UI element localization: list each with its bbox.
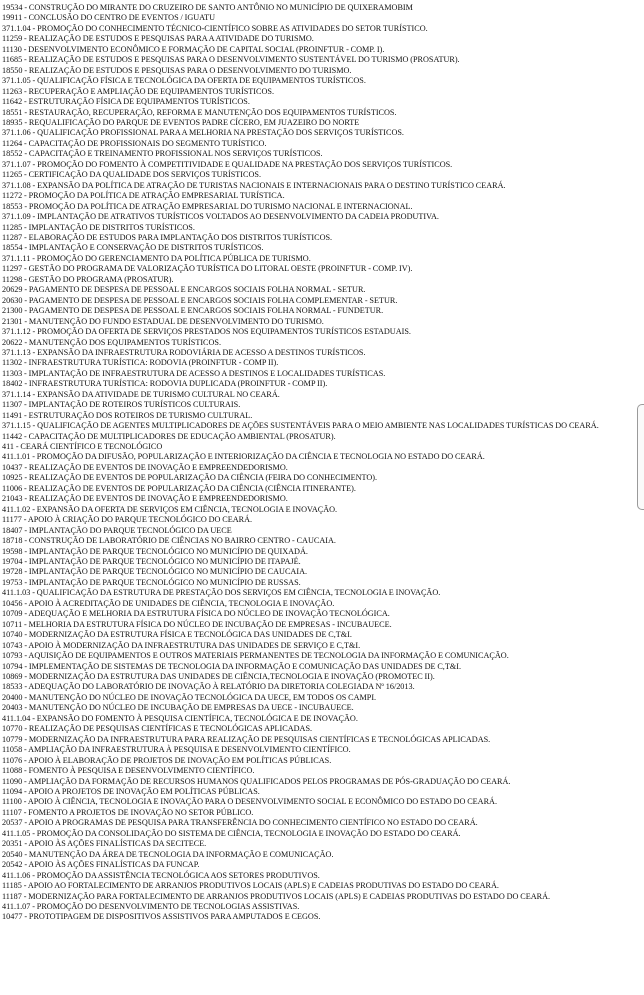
document-line: 11302 - INFRAESTRUTURA TURÍSTICA: RODOVIA (PROINFTUR - COMP II). <box>2 358 279 368</box>
document-line: 10925 - REALIZAÇÃO DE EVENTOS DE POPULARIZAÇÃO DA CIÊNCIA (FEIRA DO CONHECIMENTO). <box>2 473 378 483</box>
document-line: 10477 - PROTOTIPAGEM DE DISPOSITIVOS ASSISTIVOS PARA AMPUTADOS E CEGOS. <box>2 912 321 922</box>
document-line: 11297 - GESTÃO DO PROGRAMA DE VALORIZAÇÃO TURÍSTICA DO LITORAL OESTE (PROINFTUR - COMP. IV). <box>2 264 413 274</box>
document-line: 371.1.05 - QUALIFICAÇÃO FÍSICA E TECNOLÓGICA DA OFERTA DE EQUIPAMENTOS TURÍSTICOS. <box>2 76 366 86</box>
document-line: 11259 - REALIZAÇÃO DE ESTUDOS E PESQUISAS PARA A ATIVIDADE DO TURISMO. <box>2 34 314 44</box>
side-scroll-tab[interactable] <box>637 404 644 510</box>
document-line: 11442 - CAPACITAÇÃO DE MULTIPLICADORES DE EDUCAÇÃO AMBIENTAL (PROSATUR). <box>2 431 336 441</box>
document-line: 11088 - FOMENTO À PESQUISA E DESENVOLVIMENTO CIENTÍFICO. <box>2 766 255 776</box>
document-line: 371.1.09 - IMPLANTAÇÃO DE ATRATIVOS TURÍSTICOS VOLTADOS AO DESENVOLVIMENTO DA CADEIA PRODUTIVA. <box>2 212 439 222</box>
document-line: 11303 - IMPLANTAÇÃO DE INFRAESTRUTURA DE ACESSO A DESTINOS E LOCALIDADES TURÍSTICAS. <box>2 368 386 378</box>
document-line: 11076 - APOIO À ELABORAÇÃO DE PROJETOS DE INOVAÇÃO EM POLÍTICAS PÚBLICAS. <box>2 755 332 765</box>
document-line: 18935 - REQUALIFICAÇÃO DO PARQUE DE EVENTOS PADRE CÍCERO, EM JUAZEIRO DO NORTE <box>2 117 360 127</box>
document-line: 411.1.03 - QUALIFICAÇÃO DA ESTRUTURA DE PRESTAÇÃO DOS SERVIÇOS EM CIÊNCIA, TECNOLOGIA E INOVAÇÃO. <box>2 588 441 598</box>
document-line: 11107 - FOMENTO A PROJETOS DE INOVAÇÃO NO SETOR PÚBLICO. <box>2 807 254 817</box>
document-line: 411.1.06 - PROMOÇÃO DA ASSISTÊNCIA TECNOLÓGICA AOS SETORES PRODUTIVOS. <box>2 870 320 880</box>
document-line: 11298 - GESTÃO DO PROGRAMA (PROSATUR). <box>2 274 174 284</box>
document-line: 10779 - MODERNIZAÇÃO DA INFRAESTRUTURA PARA REALIZAÇÃO DE PESQUISAS CIENTÍFICAS E TECNOLÓGICAS APLICADAS. <box>2 734 491 744</box>
document-line: 18402 - INFRAESTRUTURA TURÍSTICA: RODOVIA DUPLICADA (PROINFTUR - COMP II). <box>2 379 328 389</box>
document-line: 11090 - AMPLIAÇÃO DA FORMAÇÃO DE RECURSOS HUMANOS QUALIFICADOS PELOS PROGRAMAS DE PÓS-GRADUAÇÃO DO CEARÁ. <box>2 776 511 786</box>
document-line: 411.1.04 - EXPANSÃO DO FOMENTO À PESQUISA CIENTÍFICA, TECNOLÓGICA E DE INOVAÇÃO. <box>2 713 358 723</box>
document-line: 10794 - IMPLEMENTAÇÃO DE SISTEMAS DE TECNOLOGIA DA INFORMAÇÃO E COMUNICAÇÃO DAS UNIDADES DE C,T&I. <box>2 661 461 671</box>
document-line: 21301 - MANUTENÇÃO DO FUNDO ESTADUAL DE DESENVOLVIMENTO DO TURISMO. <box>2 316 324 326</box>
document-line: 11094 - APOIO A PROJETOS DE INOVAÇÃO EM POLÍTICAS PÚBLICAS. <box>2 786 260 796</box>
document-line: 20622 - MANUTENÇÃO DOS EQUIPAMENTOS TURÍSTICOS. <box>2 337 222 347</box>
document-line: 20542 - APOIO ÀS AÇÕES FINALÍSTICAS DA FUNCAP. <box>2 860 200 870</box>
document-line: 19728 - IMPLANTAÇÃO DE PARQUE TECNOLÓGICO NO MUNICÍPIO DE CAUCAIA. <box>2 567 308 577</box>
document-line: 21300 - PAGAMENTO DE DESPESA DE PESSOAL E ENCARGOS SOCIAIS FOLHA NORMAL - FUNDETUR. <box>2 306 384 316</box>
document-line: 11264 - CAPACITAÇÃO DE PROFISSIONAIS DO SEGMENTO TURÍSTICO. <box>2 138 267 148</box>
document-line: 20351 - APOIO ÀS AÇÕES FINALÍSTICAS DA SECITECE. <box>2 839 207 849</box>
document-line: 19704 - IMPLANTAÇÃO DE PARQUE TECNOLÓGICO NO MUNICÍPIO DE ITAPAJÉ. <box>2 557 301 567</box>
document-line: 10709 - ADEQUAÇÃO E MELHORIA DA ESTRUTURA FÍSICA DO NÚCLEO DE INOVAÇÃO TECNOLÓGICA. <box>2 609 390 619</box>
document-line: 411.1.05 - PROMOÇÃO DA CONSOLIDAÇÃO DO SISTEMA DE CIÊNCIA, TECNOLOGIA E INOVAÇÃO DO ESTADO DO CEARÁ. <box>2 828 461 838</box>
document-line: 18553 - PROMOÇÃO DA POLÍTICA DE ATRAÇÃO EMPRESARIAL DO TURISMO NACIONAL E INTERNACIONAL. <box>2 201 413 211</box>
document-line: 11006 - REALIZAÇÃO DE EVENTOS DE POPULARIZAÇÃO DA CIÊNCIA (CIÊNCIA ITINERANTE). <box>2 483 356 493</box>
document-line: 18533 - ADEQUAÇÃO DO LABORATÓRIO DE INOVAÇÃO À RELATÓRIO DA DIRETORIA COLEGIADA Nº 16/2013. <box>2 682 415 692</box>
document-line: 18551 - RESTAURAÇÃO, RECUPERAÇÃO, REFORMA E MANUTENÇÃO DOS EQUIPAMENTOS TURÍSTICOS. <box>2 107 397 117</box>
document-line: 11285 - IMPLANTAÇÃO DE DISTRITOS TURÍSTICOS. <box>2 222 195 232</box>
document-line: 10743 - APOIO À MODERNIZAÇÃO DA INFRAESTRUTURA DAS UNIDADES DE SERVIÇO E C,T&I. <box>2 640 361 650</box>
document-line: 21043 - REALIZAÇÃO DE EVENTOS DE INOVAÇÃO E EMPREENDEDORISMO. <box>2 494 288 504</box>
document-line: 10437 - REALIZAÇÃO DE EVENTOS DE INOVAÇÃO E EMPREENDEDORISMO. <box>2 462 288 472</box>
document-line: 371.1.07 - PROMOÇÃO DO FOMENTO À COMPETITIVIDADE E QUALIDADE NA PRESTAÇÃO DOS SERVIÇOS TURÍSTICOS. <box>2 159 453 169</box>
document-line: 11263 - RECUPERAÇÃO E AMPLIAÇÃO DE EQUIPAMENTOS TURÍSTICOS. <box>2 86 274 96</box>
document-line: 371.1.04 - PROMOÇÃO DO CONHECIMENTO TÉCNICO-CIENTÍFICO SOBRE AS ATIVIDADES DO SETOR TURÍSTICO. <box>2 23 428 33</box>
document-line: 11185 - APOIO AO FORTALECIMENTO DE ARRANJOS PRODUTIVOS LOCAIS (APLS) E CADEIAS PRODUTIVAS DO ESTADO DO CEARÁ. <box>2 881 499 891</box>
document-line: 11187 - MODERNIZAÇÃO PARA FORTALECIMENTO DE ARRANJOS PRODUTIVOS LOCAIS (APLS) E CADEIAS PRODUTIVAS DO ESTADO DO CEARÁ. <box>2 891 551 901</box>
document-line: 19753 - IMPLANTAÇÃO DE PARQUE TECNOLÓGICO NO MUNICÍPIO DE RUSSAS. <box>2 577 301 587</box>
document-line: 11265 - CERTIFICAÇÃO DA QUALIDADE DOS SERVIÇOS TURÍSTICOS. <box>2 170 262 180</box>
document-line: 11491 - ESTRUTURAÇÃO DOS ROTEIROS DE TURISMO CULTURAL. <box>2 410 253 420</box>
document-line: 19534 - CONSTRUÇÃO DO MIRANTE DO CRUZEIRO DE SANTO ANTÔNIO NO MUNICÍPIO DE QUIXERAMOBIM <box>2 3 413 12</box>
document-line: 371.1.11 - PROMOÇÃO DO GERENCIAMENTO DA POLÍTICA PÚBLICA DE TURISMO. <box>2 253 311 263</box>
document-line: 10740 - MODERNIZAÇÃO DA ESTRUTURA FÍSICA E TECNOLÓGICA DAS UNIDADES DE C,T&I. <box>2 630 352 640</box>
document-line: 371.1.06 - QUALIFICAÇÃO PROFISSIONAL PARA A MELHORIA NA PRESTAÇÃO DOS SERVIÇOS TURÍSTICOS. <box>2 128 404 138</box>
document-line: 18718 - CONSTRUÇÃO DE LABORATÓRIO DE CIÊNCIAS NO BAIRRO CENTRO - CAUCAIA. <box>2 536 336 546</box>
document-line: 10793 - AQUISIÇÃO DE EQUIPAMENTOS E OUTROS MATERIAIS PERMANENTES DE TECNOLOGIA DA INFORMAÇÃO E COMUNICAÇÃO. <box>2 651 509 661</box>
document-line: 411.1.01 - PROMOÇÃO DA DIFUSÃO, POPULARIZAÇÃO E INTERIORIZAÇÃO DA CIÊNCIA E TECNOLOGIA NO ESTADO DO CEARÁ. <box>2 452 485 462</box>
document-line: 371.1.15 - QUALIFICAÇÃO DE AGENTES MULTIPLICADORES DE AÇÕES SUSTENTÁVEIS PARA O MEIO AMBIENTE NAS LOCALIDADES TURÍSTICAS DO CEARÁ. <box>2 421 599 431</box>
document-line: 11058 - AMPLIAÇÃO DA INFRAESTRUTURA À PESQUISA E DESENVOLVIMENTO CIENTÍFICO. <box>2 745 351 755</box>
document-line: 20540 - MANUTENÇÃO DA ÁREA DE TECNOLOGIA DA INFORMAÇÃO E COMUNICAÇÃO. <box>2 849 334 859</box>
document-line: 11130 - DESENVOLVIMENTO ECONÔMICO E FORMAÇÃO DE CAPITAL SOCIAL (PROINFTUR - COMP. I). <box>2 44 385 54</box>
document-line: 10770 - REALIZAÇÃO DE PESQUISAS CIENTÍFICAS E TECNOLÓGICAS APLICADAS. <box>2 724 313 734</box>
document-line: 411 - CEARÁ CIENTÍFICO E TECNOLÓGICO <box>2 442 163 452</box>
document-line: 11272 - PROMOÇÃO DA POLÍTICA DE ATRAÇÃO EMPRESARIAL TURÍSTICA. <box>2 191 285 201</box>
document-line: 18552 - CAPACITAÇÃO E TREINAMENTO PROFISSIONAL NOS SERVIÇOS TURÍSTICOS. <box>2 149 323 159</box>
document-line: 10711 - MELHORIA DA ESTRUTURA FÍSICA DO NÚCLEO DE INCUBAÇÃO DE EMPRESAS - INCUBAUECE. <box>2 619 392 629</box>
document-line: 371.1.13 - EXPANSÃO DA INFRAESTRUTURA RODOVIÁRIA DE ACESSO A DESTINOS TURÍSTICOS. <box>2 347 366 357</box>
document-body <box>2 3 632 923</box>
document-line: 20400 - MANUTENÇÃO DO NÚCLEO DE INOVAÇÃO TECNOLÓGICA DA UECE, EM TODOS OS CAMPI. <box>2 692 377 702</box>
document-line: 20537 - APOIO A PROGRAMAS DE PESQUISA PARA TRANSFERÊNCIA DO CONHECIMENTO CIENTÍFICO NO ESTADO DO CEARÁ. <box>2 818 478 828</box>
document-line: 11642 - ESTRUTURAÇÃO FÍSICA DE EQUIPAMENTOS TURÍSTICOS. <box>2 97 250 107</box>
document-line: 411.1.07 - PROMOÇÃO DO DESENVOLVIMENTO DE TECNOLOGIAS ASSISTIVAS. <box>2 901 300 911</box>
document-line: 10869 - MODERNIZAÇÃO DA ESTRUTURA DAS UNIDADES DE CIÊNCIA,TECNOLOGIA E INOVAÇÃO (PROMOTEC II). <box>2 672 435 681</box>
document-line: 20629 - PAGAMENTO DE DESPESA DE PESSOAL E ENCARGOS SOCIAIS FOLHA NORMAL - SETUR. <box>2 285 366 295</box>
document-line: 371.1.08 - EXPANSÃO DA POLÍTICA DE ATRAÇÃO DE TURISTAS NACIONAIS E INTERNACIONAIS PARA O DESTINO TURÍSTICO CEARÁ. <box>2 180 506 190</box>
document-line: 371.1.12 - PROMOÇÃO DA OFERTA DE SERVIÇOS PRESTADOS NOS EQUIPAMENTOS TURÍSTICOS ESTADUAIS. <box>2 327 411 337</box>
document-line: 11177 - APOIO À CRIAÇÃO DO PARQUE TECNOLÓGICO DO CEARÁ. <box>2 515 253 525</box>
document-line: 11100 - APOIO À CIÊNCIA, TECNOLOGIA E INOVAÇÃO PARA O DESENVOLVIMENTO SOCIAL E ECONÔMICO DO ESTADO DO CEARÁ. <box>2 797 498 807</box>
document-line: 10456 - APOIO À ACREDITAÇÃO DE UNIDADES DE CIÊNCIA, TECNOLOGIA E INOVAÇÃO. <box>2 598 335 608</box>
document-line: 11307 - IMPLANTAÇÃO DE ROTEIROS TURÍSTICOS CULTURAIS. <box>2 400 241 410</box>
document-line: 371.1.14 - EXPANSÃO DA ATIVIDADE DE TURISMO CULTURAL NO CEARÁ. <box>2 389 280 399</box>
document-line: 18554 - IMPLANTAÇÃO E CONSERVAÇÃO DE DISTRITOS TURÍSTICOS. <box>2 243 264 253</box>
document-line: 20403 - MANUTENÇÃO DO NÚCLEO DE INCUBAÇÃO DE EMPRESAS DA UECE - INCUBAUECE. <box>2 703 354 713</box>
document-line: 411.1.02 - EXPANSÃO DA OFERTA DE SERVIÇOS EM CIÊNCIA, TECNOLOGIA E INOVAÇÃO. <box>2 504 338 514</box>
document-line: 19598 - IMPLANTAÇÃO DE PARQUE TECNOLÓGICO NO MUNICÍPIO DE QUIXADÁ. <box>2 546 308 556</box>
document-line: 19911 - CONCLUSÃO DO CENTRO DE EVENTOS / IGUATU <box>2 13 216 23</box>
document-line: 11287 - ELABORAÇÃO DE ESTUDOS PARA IMPLANTAÇÃO DOS DISTRITOS TURÍSTICOS. <box>2 232 333 242</box>
document-line: 18407 - IMPLANTAÇÃO DO PARQUE TECNOLÓGICO DA UECE <box>2 525 232 535</box>
document-line: 20630 - PAGAMENTO DE DESPESA DE PESSOAL E ENCARGOS SOCIAIS FOLHA COMPLEMENTAR - SETUR. <box>2 295 398 305</box>
document-line: 11685 - REALIZAÇÃO DE ESTUDOS E PESQUISAS PARA O DESENVOLVIMENTO SUSTENTÁVEL DO TURISMO (PROSATUR). <box>2 55 460 65</box>
document-line: 18550 - REALIZAÇÃO DE ESTUDOS E PESQUISAS PARA O DESENVOLVIMENTO DO TURISMO. <box>2 65 352 75</box>
